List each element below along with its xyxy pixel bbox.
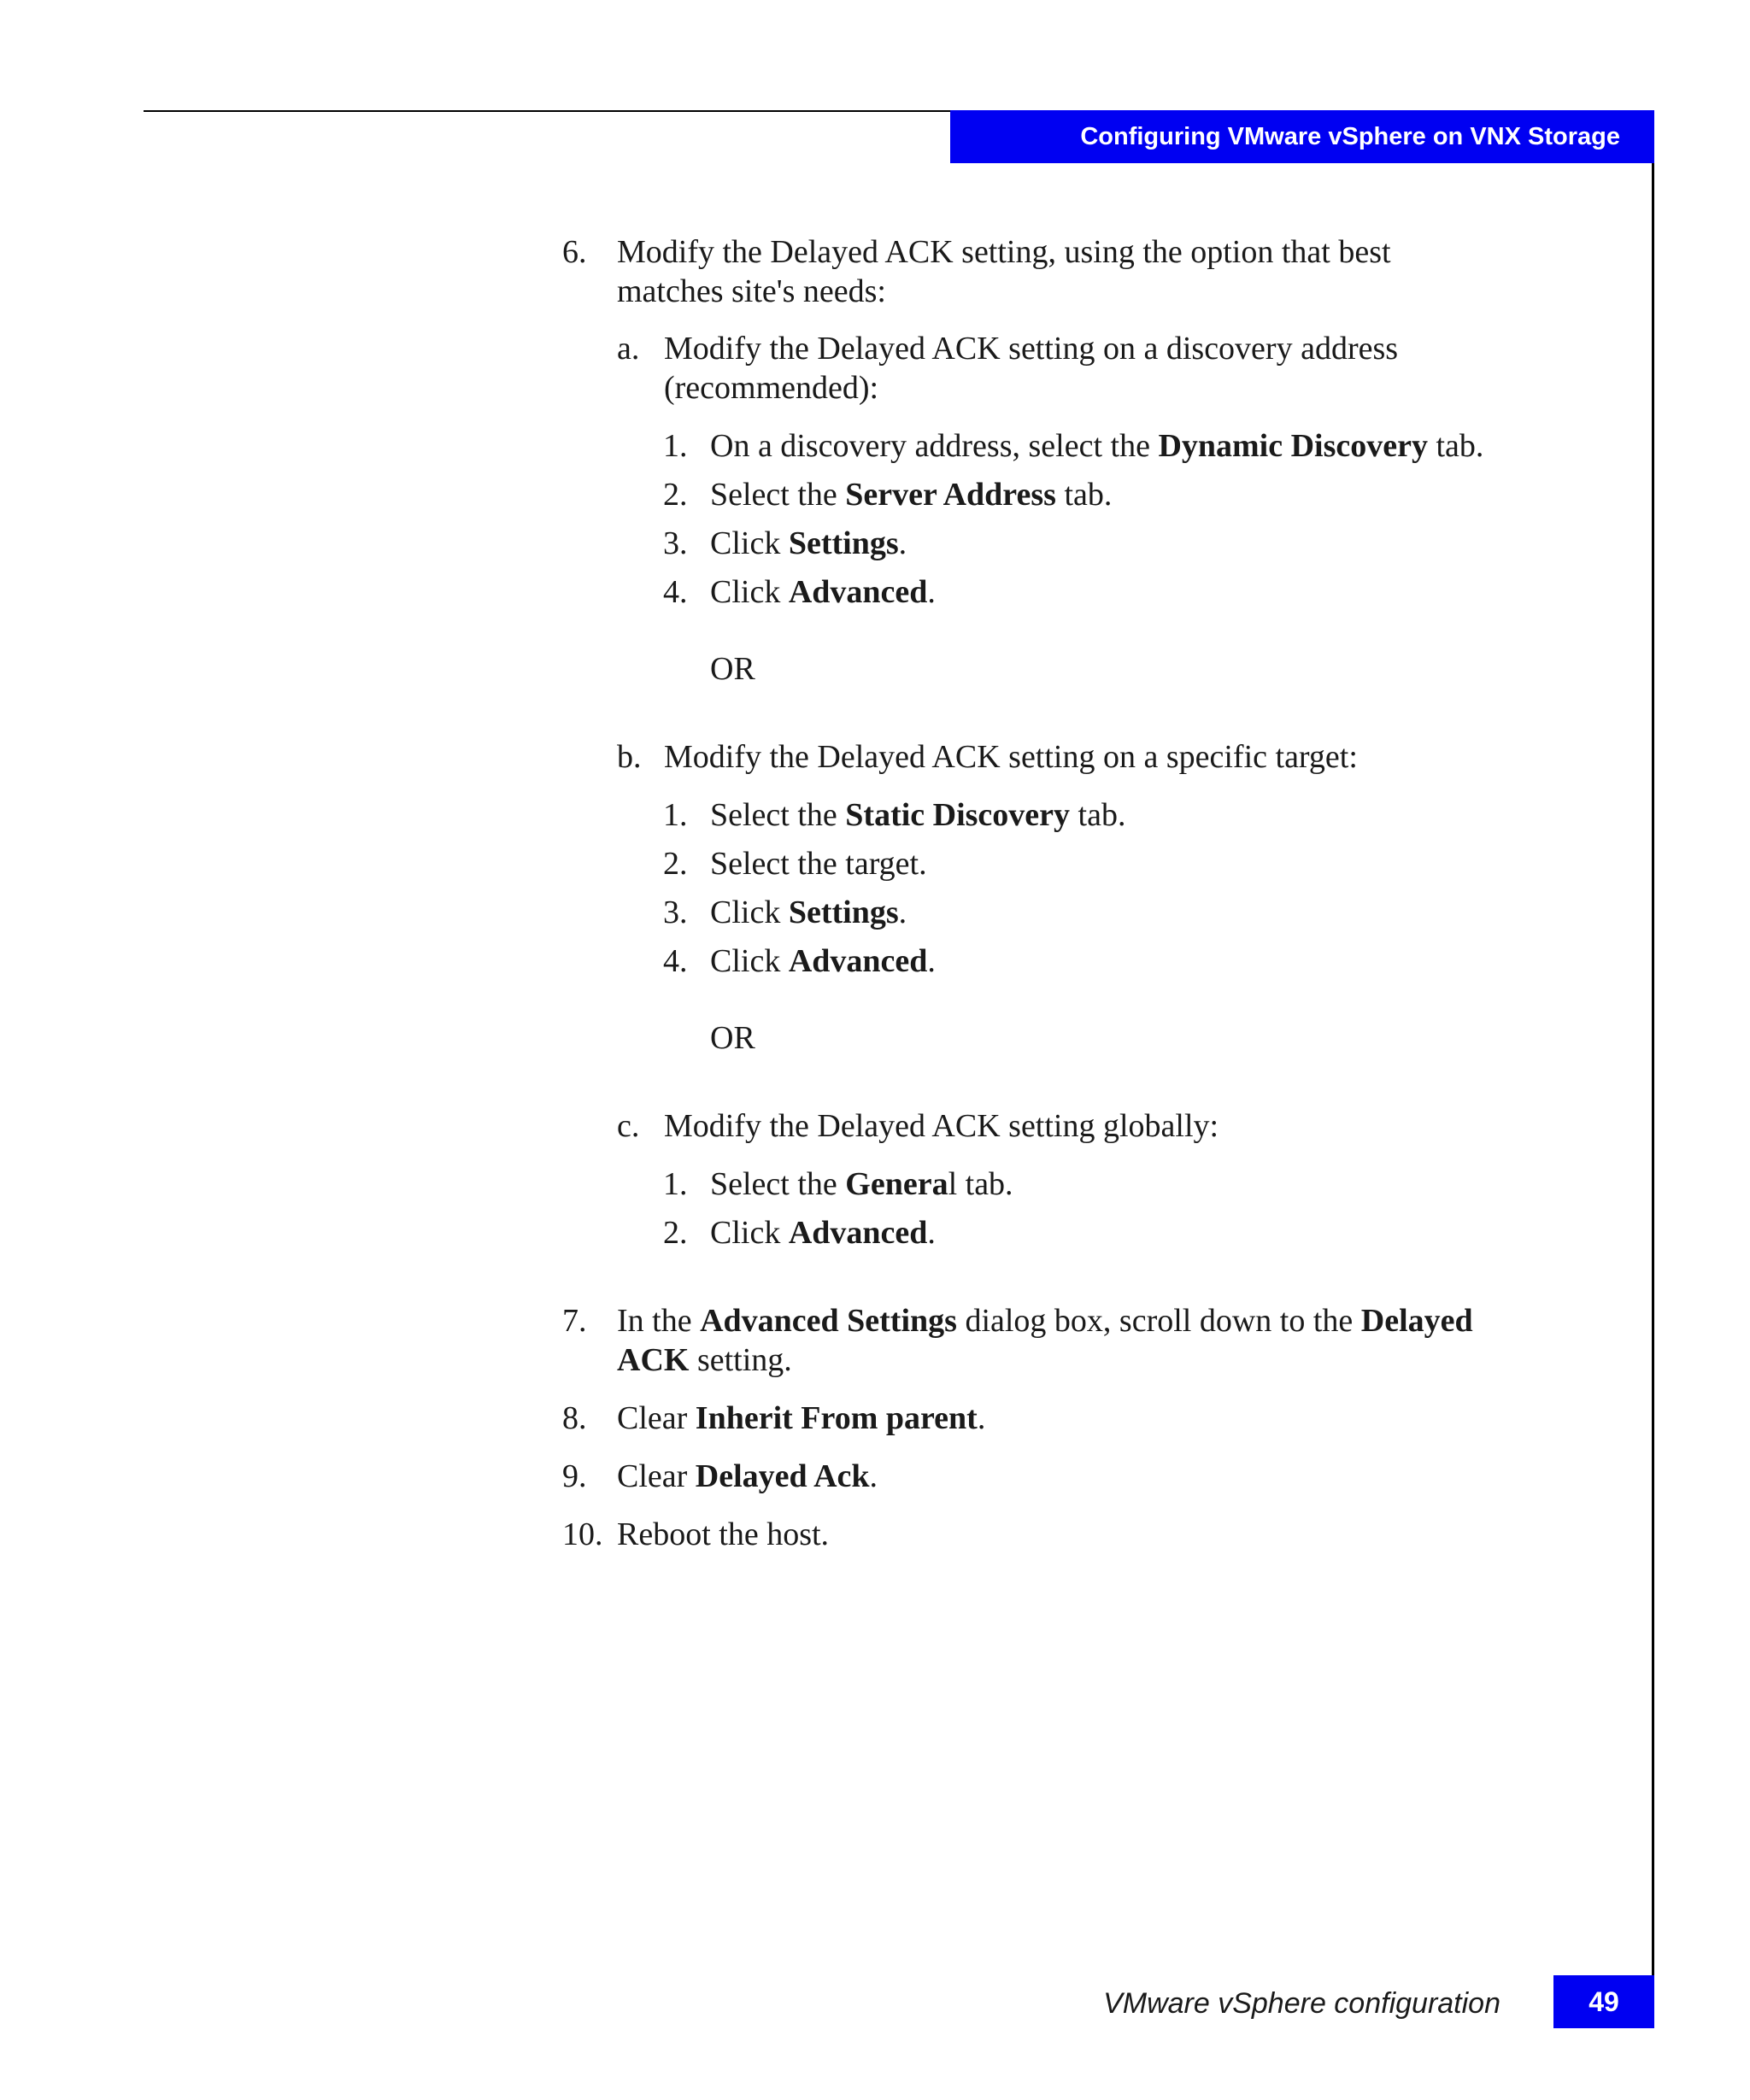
option-c-line-1: Modify the Delayed ACK setting globally: [664, 1108, 1219, 1144]
option-a-item-1-number: 1. [663, 428, 688, 464]
option-b-item-1-number: 1. [663, 797, 688, 833]
step-6-line-2: matches site's needs: [617, 273, 886, 309]
option-c-item-2: Click Advanced. [710, 1215, 936, 1251]
page-number: 49 [1589, 1986, 1619, 2017]
option-a-item-4: Click Advanced. [710, 574, 936, 610]
right-margin-rule [1652, 110, 1654, 2028]
step-6-line-1: Modify the Delayed ACK setting, using the option that best [617, 234, 1391, 270]
step-9: Clear Delayed Ack. [617, 1458, 878, 1494]
option-a-item-1: On a discovery address, select the Dynamic Discovery tab. [710, 428, 1484, 464]
option-b-item-4-number: 4. [663, 943, 688, 979]
option-c-item-1: Select the General tab. [710, 1166, 1013, 1202]
step-8: Clear Inherit From parent. [617, 1400, 986, 1436]
option-b-item-3-number: 3. [663, 895, 688, 930]
option-a-line-1: Modify the Delayed ACK setting on a discovery address [664, 331, 1399, 367]
header-title: Configuring VMware vSphere on VNX Storage [1080, 122, 1620, 150]
option-a-item-2: Select the Server Address tab. [710, 477, 1113, 513]
step-9-number: 9. [562, 1458, 587, 1494]
option-a-item-4-number: 4. [663, 574, 688, 610]
step-7-line-1: In the Advanced Settings dialog box, scroll down to the Delayed [617, 1303, 1473, 1339]
step-6-number: 6. [562, 234, 587, 270]
option-a-item-3-number: 3. [663, 525, 688, 561]
option-a-line-2: (recommended): [664, 370, 879, 406]
option-a-item-3: Click Settings. [710, 525, 907, 561]
option-a-or: OR [710, 651, 755, 687]
option-b-or: OR [710, 1020, 755, 1056]
option-c-letter: c. [617, 1108, 640, 1144]
page-number-badge [1553, 1975, 1654, 2028]
option-b-line-1: Modify the Delayed ACK setting on a specific target: [664, 739, 1358, 775]
footer-section-title: VMware vSphere configuration [1103, 1987, 1500, 2020]
step-7-line-2: ACK setting. [617, 1342, 792, 1378]
option-b-letter: b. [617, 739, 642, 775]
option-c-item-1-number: 1. [663, 1166, 688, 1202]
step-10: Reboot the host. [617, 1516, 830, 1552]
option-b-item-2: Select the target. [710, 846, 927, 882]
step-8-number: 8. [562, 1400, 587, 1436]
step-10-number: 10. [562, 1516, 603, 1552]
step-7-number: 7. [562, 1303, 587, 1339]
header-bar [950, 110, 1654, 163]
option-b-item-1: Select the Static Discovery tab. [710, 797, 1126, 833]
option-c-item-2-number: 2. [663, 1215, 688, 1251]
option-b-item-3: Click Settings. [710, 895, 907, 930]
option-b-item-2-number: 2. [663, 846, 688, 882]
option-b-item-4: Click Advanced. [710, 943, 936, 979]
option-a-letter: a. [617, 331, 640, 367]
option-a-item-2-number: 2. [663, 477, 688, 513]
